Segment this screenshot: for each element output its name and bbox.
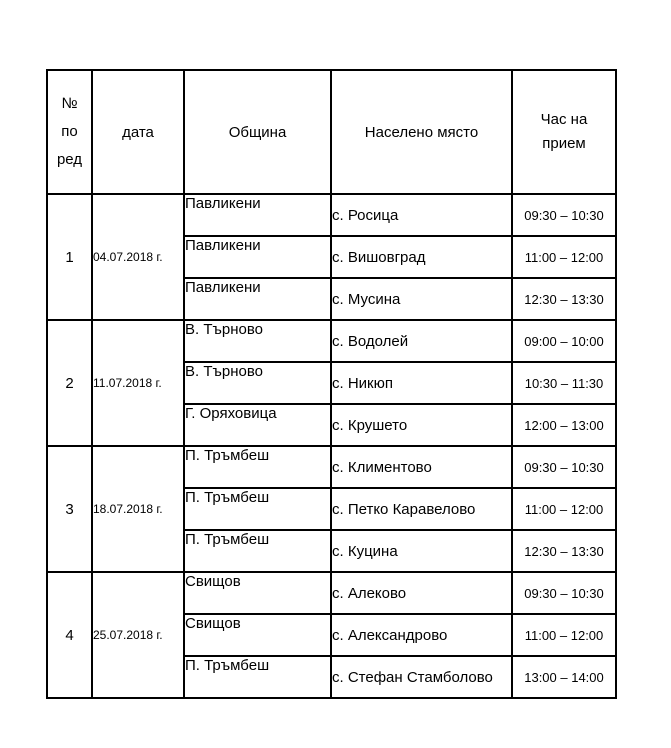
schedule-body [47,194,616,698]
time-cell: 12:30 – 13:30 [512,278,616,320]
settlement-cell: с. Александрово [331,614,512,656]
header-time [512,70,616,194]
settlement-cell: с. Алеково [331,572,512,614]
municipality-cell: В. Търново [184,320,331,362]
settlement-cell: с. Крушето [331,404,512,446]
settlement-cell: с. Куцина [331,530,512,572]
municipality-cell: Павликени [184,278,331,320]
municipality-cell: В. Търново [184,362,331,404]
time-cell: 09:00 – 10:00 [512,320,616,362]
header-settlement: Населено място [331,70,512,194]
settlement-cell: с. Мусина [331,278,512,320]
settlement-cell: с. Петко Каравелово [331,488,512,530]
time-cell: 11:00 – 12:00 [512,488,616,530]
schedule-table [46,69,617,699]
settlement-cell: с. Стефан Стамболово [331,656,512,698]
settlement-cell: с. Росица [331,194,512,236]
header-number-line1: № [61,95,78,112]
header-municipality: Община [184,70,331,194]
municipality-cell: Свищов [184,614,331,656]
row-number: 2 [47,320,92,446]
municipality-cell: П. Тръмбеш [184,656,331,698]
time-cell: 09:30 – 10:30 [512,572,616,614]
visit-date: 18.07.2018 г. [92,446,184,572]
municipality-cell: Свищов [184,572,331,614]
time-cell: 10:30 – 11:30 [512,362,616,404]
visit-date: 11.07.2018 г. [92,320,184,446]
time-cell: 13:00 – 14:00 [512,656,616,698]
time-cell: 11:00 – 12:00 [512,614,616,656]
time-cell: 09:30 – 10:30 [512,194,616,236]
municipality-cell: Павликени [184,236,331,278]
municipality-cell: П. Тръмбеш [184,488,331,530]
header-number-line2: по [61,123,78,140]
time-cell: 09:30 – 10:30 [512,446,616,488]
time-cell: 11:00 – 12:00 [512,236,616,278]
header-date: дата [92,70,184,194]
time-cell: 12:00 – 13:00 [512,404,616,446]
row-number: 3 [47,446,92,572]
visit-date: 25.07.2018 г. [92,572,184,698]
table-row [47,446,616,488]
municipality-cell: П. Тръмбеш [184,446,331,488]
settlement-cell: с. Водолей [331,320,512,362]
table-row [47,194,616,236]
header-time-label: Час на прием [540,111,588,152]
visit-date: 04.07.2018 г. [92,194,184,320]
table-row [47,320,616,362]
time-cell: 12:30 – 13:30 [512,530,616,572]
header-number-line3: ред [56,151,83,168]
table-row [47,572,616,614]
row-number: 4 [47,572,92,698]
row-number: 1 [47,194,92,320]
municipality-cell: Г. Оряховица [184,404,331,446]
header-row [47,70,616,194]
settlement-cell: с. Вишовград [331,236,512,278]
municipality-cell: Павликени [184,194,331,236]
settlement-cell: с. Никюп [331,362,512,404]
municipality-cell: П. Тръмбеш [184,530,331,572]
header-number [47,70,92,194]
settlement-cell: с. Климентово [331,446,512,488]
